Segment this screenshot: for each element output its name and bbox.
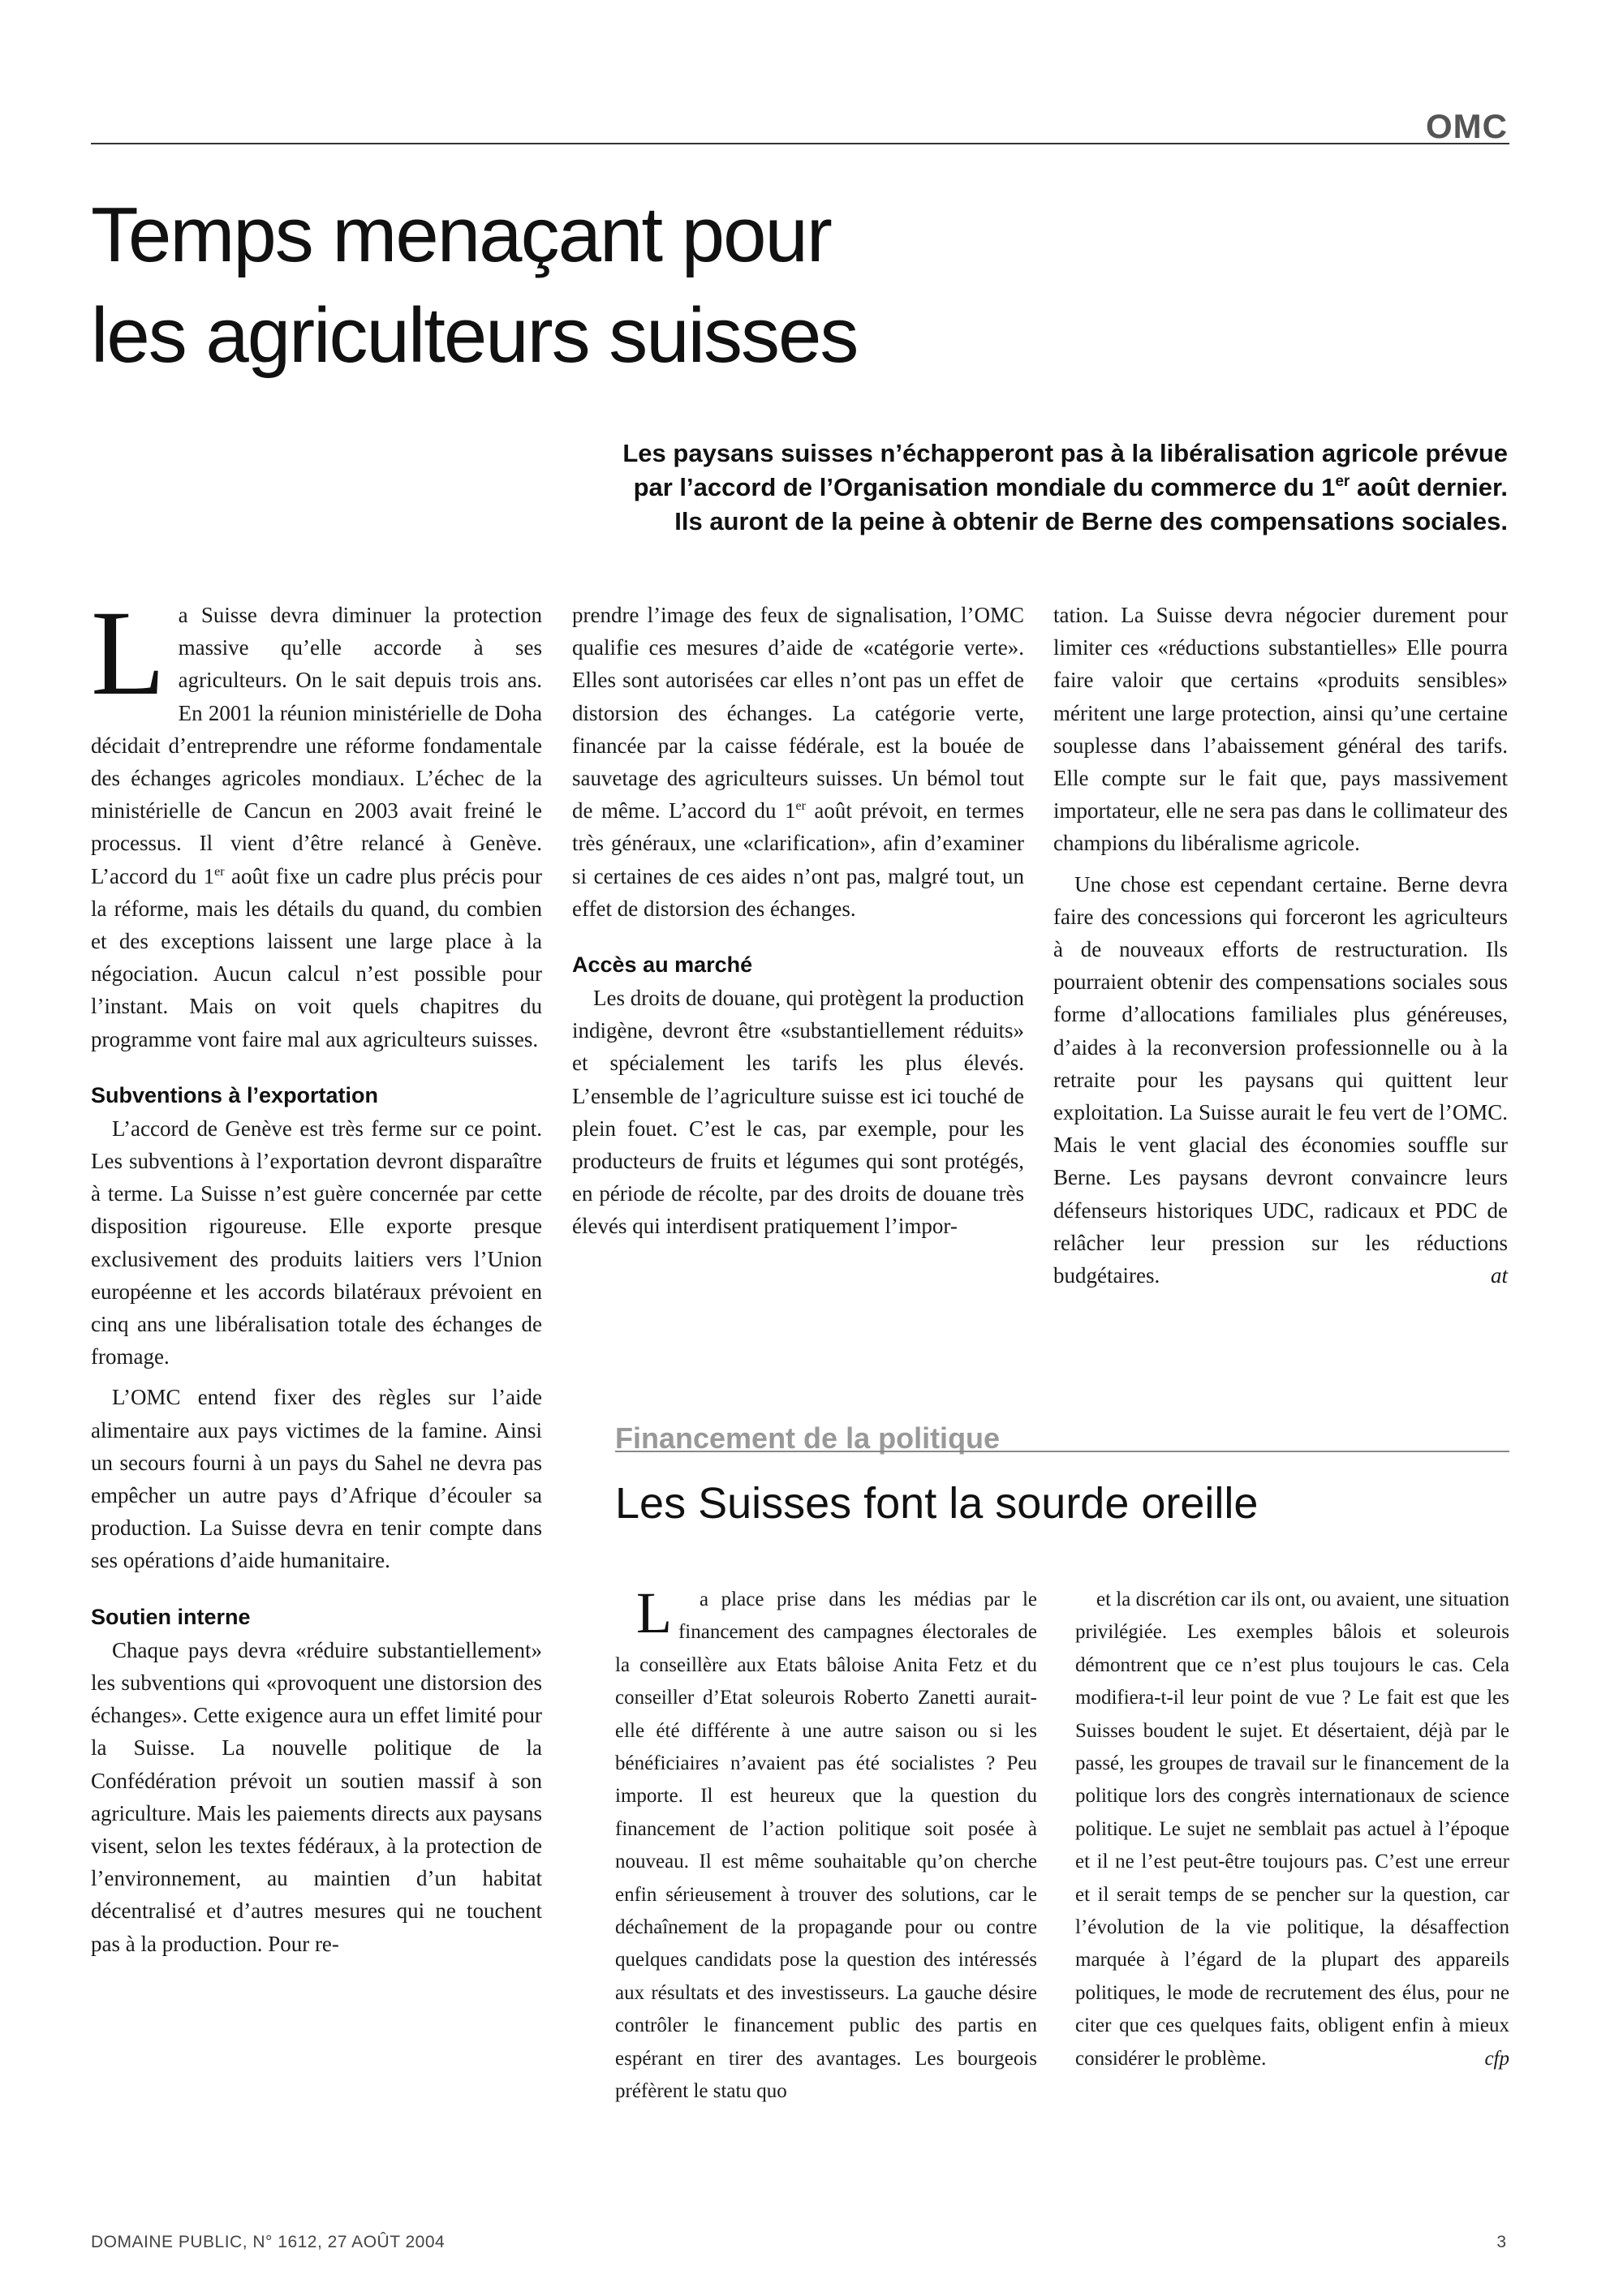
lead-line-1: Les paysans suisses n’échapperont pas à la libéralisation agricole prévue bbox=[622, 439, 1508, 467]
lead-line-3: Ils auront de la peine à obtenir de Berne des compensations sociales. bbox=[674, 507, 1508, 535]
lead-ordinal: er bbox=[1335, 473, 1350, 490]
article-title bbox=[91, 185, 1227, 386]
sidebar-rule bbox=[615, 1451, 1509, 1452]
lead-line-2-text: par l’accord de l’Organisation mondiale du commerce du 1 bbox=[633, 473, 1336, 501]
sidebar-column-2 bbox=[1075, 1584, 1509, 2075]
article-paragraph bbox=[1053, 868, 1508, 1292]
sidebar-title: Les Suisses font la sourde oreille bbox=[615, 1479, 1259, 1528]
paragraph-text: a Suisse devra diminuer la protection massive qu’elle accorde à ses agriculteurs. On le sait depuis trois ans. En 2001 la réunion ministérielle de Doha décidait d’entreprendre une réforme fondamentale des échanges agricoles mondiaux. L’échec de la ministérielle de Cancun en 2003 avait freiné le processus. Il vient d’être relancé à Genève. L’accord du 1 bbox=[91, 603, 542, 888]
author-signature: cfp bbox=[1484, 2047, 1509, 2070]
section-rubric: OMC bbox=[1426, 107, 1508, 145]
article-lead bbox=[372, 436, 1508, 539]
paragraph-text-continued: août prévoit, en termes très généraux, une «clarification», afin d’examiner si certaines de ces aides n’ont pas, malgré tout, un effet de distorsion des échanges. bbox=[572, 798, 1025, 921]
paragraph-text: Une chose est cependant certaine. Berne devra faire des concessions qui forceront les agriculteurs à de nouveaux efforts de restructuration. Ils pourraient obtenir des compensations sociales sous forme d’allocations familiales plus généreuses, d’aides à la reconversion professionnelle ou à la retraite pour les paysans qui quittent leur exploitation. La Suisse aurait le feu vert de l’OMC. Mais le vent glacial des économies souffle sur Berne. Les paysans devront convaincre leurs défenseurs historiques UDC, radicaux et PDC de relâcher leur pression sur les réductions budgétaires. bbox=[1053, 871, 1508, 1288]
article-title-line-2: les agriculteurs suisses bbox=[91, 292, 858, 379]
article-paragraph: L’OMC entend fixer des règles sur l’aide alimentaire aux pays victimes de la famine. Ainsi un secours fourni à un pays du Sahel ne devra pas empêcher un autre pays d’Afrique d’écouler sa production. La Suisse devra en tenir compte dans ses opérations d’aide humanitaire. bbox=[91, 1385, 542, 1573]
article-paragraph: L’accord de Genève est très ferme sur ce point. Les subventions à l’exportation devront disparaître à terme. La Suisse n’est guère concernée par cette disposition rigoureuse. Elle exporte presque exclusivement des produits laitiers vers l’Union européenne et les accords bilatéraux prévoient en cinq ans une libéralisation totale des échanges de fromage. bbox=[91, 1116, 542, 1369]
sidebar-paragraph bbox=[615, 1580, 1037, 2109]
footer-publication: DOMAINE PUBLIC, N° 1612, 27 AOÛT 2004 bbox=[91, 2233, 446, 2251]
subheading-soutien: Soutien interne bbox=[91, 1604, 251, 1629]
article-column-1 bbox=[91, 586, 542, 1968]
article-column-3 bbox=[1053, 599, 1508, 1300]
article-paragraph: Chaque pays devra «réduire substantiellement» les subventions qui «provoquent une distorsion des échanges». Cette exigence aura un effet limité pour la Suisse. La nouvelle politique de la Confédération prévoit un soutien massif à son agriculture. Mais les paiements directs aux paysans visent, selon les textes fédéraux, à la protection de l’environnement, au maintien d’un habitat décentralisé et d’autres mesures qui ne touchent pas à la production. Pour re- bbox=[91, 1637, 542, 1956]
lead-line-2-end: août dernier. bbox=[1350, 473, 1508, 501]
subheading-export: Subventions à l’exportation bbox=[91, 1082, 379, 1107]
author-signature: at bbox=[1490, 1263, 1508, 1288]
sidebar-kicker: Financement de la politique bbox=[615, 1421, 1001, 1455]
article-column-2 bbox=[572, 599, 1024, 1251]
article-paragraph: Les droits de douane, qui protègent la production indigène, devront être «substantiellement réduits» et spécialement les tarifs les plus élevés. L’ensemble de l’agriculture suisse est ici touché de plein fouet. C’est le cas, par exemple, pour les producteurs de fruits et légumes qui sont protégés, en période de récolte, par des droits de douane très élevés qui interdisent pratiquement l’impor- bbox=[572, 986, 1024, 1239]
ordinal-sup: er bbox=[214, 864, 225, 879]
paragraph-text: a place prise dans les médias par le financement des campagnes électorales de la conseillère aux Etats bâloise Anita Fetz et du conseiller d’Etat soleurois Roberto Zanetti aurait-elle été différente à une autre saison ou si les bénéficiaires n’avaient pas été socialistes ? Peu importe. Il est heureux que la question du financement de l’action politique soit posée à nouveau. Il est même souhaitable qu’on cherche enfin sérieusement à trouver des solutions, car le déchaînement de la propagande pour ou contre quelques candidats pose la question des intéressés aux résultats et des investisseurs. La gauche désire contrôler le financement public des partis en espérant en tirer des avantages. Les bourgeois préfèrent le statu quo bbox=[615, 1589, 1037, 2103]
subheading-acces: Accès au marché bbox=[572, 952, 753, 978]
sidebar-paragraph bbox=[1075, 1584, 1509, 2075]
article-paragraph bbox=[572, 599, 1024, 925]
article-paragraph: tation. La Suisse devra négocier durement pour limiter ces «réductions substantielles» Elle pourra faire valoir que certains «produits sensibles» méritent une large protection, ainsi qu’une certaine souplesse dans l’abaissement général des tarifs. Elle compte sur le fait que, pays massivement importateur, elle ne sera pas dans le collimateur des champions du libéralisme agricole. bbox=[1053, 603, 1508, 856]
page-number: 3 bbox=[1496, 2233, 1506, 2251]
drop-cap: L bbox=[636, 1580, 672, 1645]
lead-line-2 bbox=[372, 471, 1508, 505]
ordinal-sup: er bbox=[795, 799, 806, 814]
paragraph-text: prendre l’image des feux de signalisation, l’OMC qualifie ces mesures d’aide de «catégorie verte». Elles sont autorisées car elles n’ont pas un effet de distorsion des échanges. La catégorie verte, financée par la caisse fédérale, est la bouée de sauvetage des agriculteurs suisses. Un bémol tout de même. L’accord du 1 bbox=[572, 603, 1024, 823]
drop-cap: L bbox=[91, 586, 166, 720]
paragraph-text-continued: août fixe un cadre plus précis pour la réforme, mais les détails du quand, du combien et des exceptions laissent une large place à la négociation. Aucun calcul n’est possible pour l’instant. Mais on voit quels chapitres du programme vont faire mal aux agriculteurs suisses. bbox=[91, 863, 542, 1051]
sidebar-column-1 bbox=[615, 1580, 1037, 2109]
article-paragraph bbox=[91, 586, 542, 1056]
header-rule bbox=[91, 143, 1509, 144]
article-title-line-1: Temps menaçant pour bbox=[91, 191, 831, 278]
paragraph-text: et la discrétion car ils ont, ou avaient, une situation privilégiée. Les exemples bâlois et soleurois démontrent que ce n’est plus toujours le cas. Cela modifiera-t-il leur point de vue ? Le fait est que les Suisses boudent le sujet. Et désertaient, déjà par le passé, les groupes de travail sur le financement de la politique lors des congrès internationaux de science politique. Le sujet ne semblait pas actuel à l’époque et il ne l’est peut-être toujours pas. C’est une erreur et il serait temps de se pencher sur la question, car l’évolution de la vie politique, la désaffection marquée à l’égard de la plupart des appareils politiques, le mode de recrutement des élus, pour ne citer que ces quelques faits, obligent enfin à mieux considérer le problème. bbox=[1075, 1589, 1509, 2070]
